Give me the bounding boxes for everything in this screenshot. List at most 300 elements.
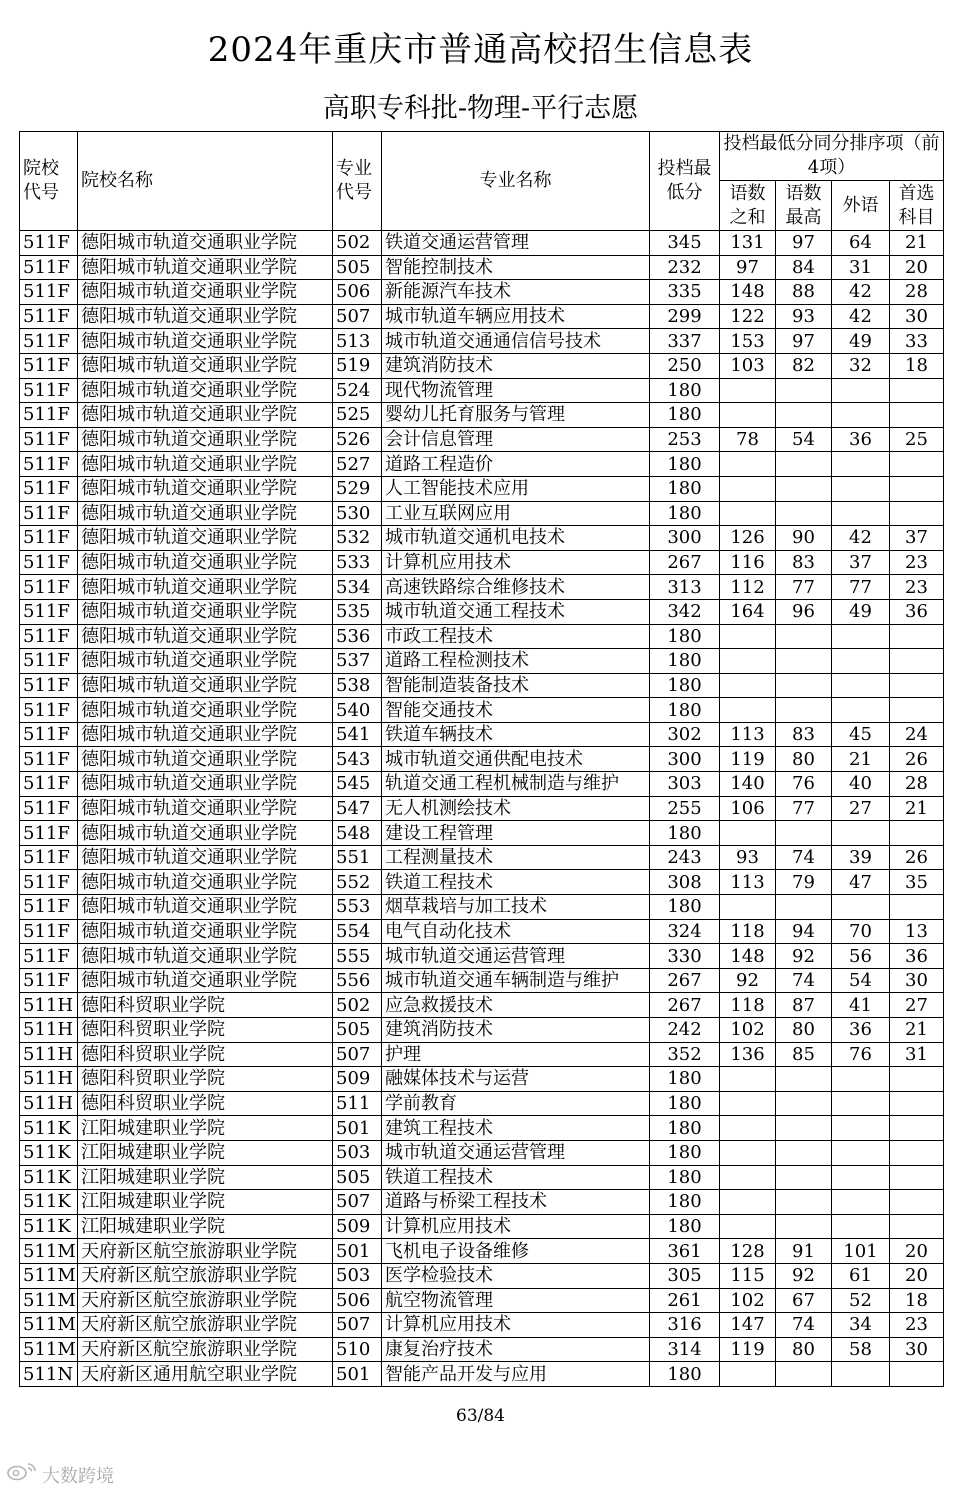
yushu-sum-cell: 93 (720, 845, 776, 870)
major-name-cell: 应急救援技术 (382, 993, 650, 1018)
school-name-cell: 江阳城建职业学院 (78, 1140, 333, 1165)
first-subject-cell (890, 403, 944, 428)
foreign-cell (832, 1116, 890, 1141)
foreign-cell: 42 (832, 526, 890, 551)
yushu-max-cell (776, 1165, 832, 1190)
yushu-sum-cell (720, 1140, 776, 1165)
yushu-max-cell (776, 452, 832, 477)
first-subject-cell (890, 1165, 944, 1190)
school-name-cell: 德阳城市轨道交通职业学院 (78, 649, 333, 674)
yushu-max-cell (776, 1190, 832, 1215)
yushu-max-cell: 77 (776, 796, 832, 821)
table-row (20, 1091, 944, 1116)
min-score-cell: 180 (650, 673, 720, 698)
school-code-cell: 511H (20, 1067, 78, 1092)
yushu-max-cell: 54 (776, 427, 832, 452)
min-score-cell: 180 (650, 1165, 720, 1190)
yushu-max-cell (776, 624, 832, 649)
min-score-cell: 180 (650, 895, 720, 920)
yushu-max-cell (776, 673, 832, 698)
major-code-cell: 505 (333, 1018, 382, 1043)
yushu-max-cell: 87 (776, 993, 832, 1018)
yushu-max-cell (776, 1116, 832, 1141)
yushu-sum-cell: 140 (720, 772, 776, 797)
table-row (20, 1263, 944, 1288)
school-name-cell: 德阳城市轨道交通职业学院 (78, 231, 333, 256)
major-code-cell: 556 (333, 968, 382, 993)
major-code-cell: 501 (333, 1362, 382, 1387)
school-name-cell: 天府新区航空旅游职业学院 (78, 1337, 333, 1362)
school-name-cell: 德阳城市轨道交通职业学院 (78, 304, 333, 329)
table-row (20, 476, 944, 501)
foreign-cell: 21 (832, 747, 890, 772)
school-code-cell: 511K (20, 1214, 78, 1239)
min-score-cell: 180 (650, 1067, 720, 1092)
yushu-max-cell: 91 (776, 1239, 832, 1264)
yushu-sum-cell: 148 (720, 280, 776, 305)
yushu-sum-cell: 126 (720, 526, 776, 551)
first-subject-cell: 18 (890, 1288, 944, 1313)
major-code-cell: 505 (333, 1165, 382, 1190)
school-code-cell: 511F (20, 944, 78, 969)
school-name-cell: 江阳城建职业学院 (78, 1190, 333, 1215)
page-title: 2024年重庆市普通高校招生信息表 (207, 30, 754, 70)
school-code-cell: 511F (20, 649, 78, 674)
school-name-cell: 德阳城市轨道交通职业学院 (78, 845, 333, 870)
major-code-cell: 534 (333, 575, 382, 600)
yushu-sum-cell (720, 501, 776, 526)
major-name-cell: 计算机应用技术 (382, 550, 650, 575)
foreign-cell (832, 403, 890, 428)
major-code-cell: 541 (333, 722, 382, 747)
foreign-cell (832, 698, 890, 723)
yushu-max-cell (776, 501, 832, 526)
foreign-cell: 42 (832, 304, 890, 329)
yushu-max-cell (776, 698, 832, 723)
table-row (20, 1214, 944, 1239)
school-code-cell: 511F (20, 476, 78, 501)
school-code-cell: 511F (20, 575, 78, 600)
major-code-cell: 501 (333, 1239, 382, 1264)
major-name-cell: 市政工程技术 (382, 624, 650, 649)
table-row (20, 1116, 944, 1141)
school-code-cell: 511K (20, 1116, 78, 1141)
yushu-max-cell: 80 (776, 1337, 832, 1362)
table-row (20, 698, 944, 723)
yushu-max-cell: 80 (776, 747, 832, 772)
min-score-cell: 180 (650, 1116, 720, 1141)
school-name-cell: 天府新区航空旅游职业学院 (78, 1263, 333, 1288)
table-row (20, 550, 944, 575)
first-subject-cell: 20 (890, 1263, 944, 1288)
table-row (20, 1288, 944, 1313)
table-row (20, 1239, 944, 1264)
school-name-cell: 天府新区航空旅游职业学院 (78, 1288, 333, 1313)
school-code-cell: 511H (20, 993, 78, 1018)
major-code-cell: 502 (333, 993, 382, 1018)
table-row (20, 870, 944, 895)
major-name-cell: 康复治疗技术 (382, 1337, 650, 1362)
major-name-cell: 铁道车辆技术 (382, 722, 650, 747)
major-code-cell: 507 (333, 304, 382, 329)
school-name-cell: 德阳城市轨道交通职业学院 (78, 599, 333, 624)
first-subject-cell (890, 1091, 944, 1116)
yushu-max-cell (776, 1362, 832, 1387)
yushu-max-cell: 97 (776, 329, 832, 354)
first-subject-cell (890, 1140, 944, 1165)
min-score-cell: 180 (650, 452, 720, 477)
page-number: 63/84 (456, 1406, 505, 1426)
major-code-cell: 530 (333, 501, 382, 526)
foreign-cell: 42 (832, 280, 890, 305)
school-code-cell: 511M (20, 1337, 78, 1362)
major-name-cell: 现代物流管理 (382, 378, 650, 403)
foreign-cell: 70 (832, 919, 890, 944)
major-code-cell: 545 (333, 772, 382, 797)
school-name-cell: 德阳城市轨道交通职业学院 (78, 722, 333, 747)
foreign-cell (832, 1140, 890, 1165)
school-name-cell: 德阳城市轨道交通职业学院 (78, 550, 333, 575)
header-yushu-sum: 语数之和 (720, 181, 776, 231)
first-subject-cell: 23 (890, 550, 944, 575)
min-score-cell: 299 (650, 304, 720, 329)
major-code-cell: 543 (333, 747, 382, 772)
major-name-cell: 城市轨道车辆应用技术 (382, 304, 650, 329)
school-code-cell: 511F (20, 231, 78, 256)
yushu-max-cell (776, 1067, 832, 1092)
school-code-cell: 511F (20, 280, 78, 305)
table-row (20, 575, 944, 600)
yushu-max-cell (776, 378, 832, 403)
foreign-cell: 76 (832, 1042, 890, 1067)
yushu-sum-cell (720, 1067, 776, 1092)
major-name-cell: 城市轨道交通工程技术 (382, 599, 650, 624)
school-code-cell: 511F (20, 526, 78, 551)
major-code-cell: 532 (333, 526, 382, 551)
table-row (20, 1018, 944, 1043)
yushu-sum-cell: 78 (720, 427, 776, 452)
yushu-max-cell (776, 476, 832, 501)
major-code-cell: 510 (333, 1337, 382, 1362)
min-score-cell: 313 (650, 575, 720, 600)
major-code-cell: 538 (333, 673, 382, 698)
foreign-cell: 34 (832, 1313, 890, 1338)
foreign-cell (832, 1067, 890, 1092)
yushu-sum-cell: 136 (720, 1042, 776, 1067)
major-name-cell: 道路工程造价 (382, 452, 650, 477)
school-name-cell: 德阳科贸职业学院 (78, 993, 333, 1018)
first-subject-cell (890, 1214, 944, 1239)
major-name-cell: 计算机应用技术 (382, 1313, 650, 1338)
school-code-cell: 511F (20, 870, 78, 895)
weibo-logo-icon (6, 1460, 40, 1486)
major-name-cell: 烟草栽培与加工技术 (382, 895, 650, 920)
min-score-cell: 180 (650, 821, 720, 846)
header-major-code: 专业代号 (333, 132, 382, 231)
yushu-sum-cell (720, 1165, 776, 1190)
school-name-cell: 德阳城市轨道交通职业学院 (78, 821, 333, 846)
foreign-cell: 61 (832, 1263, 890, 1288)
min-score-cell: 180 (650, 378, 720, 403)
yushu-max-cell (776, 895, 832, 920)
min-score-cell: 180 (650, 649, 720, 674)
major-name-cell: 智能制造装备技术 (382, 673, 650, 698)
first-subject-cell: 21 (890, 796, 944, 821)
yushu-sum-cell (720, 1190, 776, 1215)
table-row (20, 895, 944, 920)
table-row (20, 845, 944, 870)
table-row (20, 1190, 944, 1215)
school-name-cell: 德阳城市轨道交通职业学院 (78, 870, 333, 895)
yushu-sum-cell (720, 624, 776, 649)
foreign-cell: 39 (832, 845, 890, 870)
school-code-cell: 511M (20, 1239, 78, 1264)
school-code-cell: 511H (20, 1018, 78, 1043)
major-name-cell: 城市轨道交通通信信号技术 (382, 329, 650, 354)
header-major-name: 专业名称 (382, 132, 650, 231)
school-name-cell: 德阳城市轨道交通职业学院 (78, 575, 333, 600)
min-score-cell: 255 (650, 796, 720, 821)
yushu-sum-cell: 102 (720, 1018, 776, 1043)
table-row (20, 599, 944, 624)
first-subject-cell (890, 452, 944, 477)
school-code-cell: 511F (20, 550, 78, 575)
school-name-cell: 德阳城市轨道交通职业学院 (78, 403, 333, 428)
first-subject-cell (890, 673, 944, 698)
foreign-cell (832, 821, 890, 846)
first-subject-cell: 26 (890, 747, 944, 772)
min-score-cell: 300 (650, 747, 720, 772)
major-name-cell: 轨道交通工程机械制造与维护 (382, 772, 650, 797)
first-subject-cell: 25 (890, 427, 944, 452)
school-code-cell: 511F (20, 427, 78, 452)
major-name-cell: 无人机测绘技术 (382, 796, 650, 821)
yushu-sum-cell: 164 (720, 599, 776, 624)
table-row (20, 968, 944, 993)
table-row (20, 919, 944, 944)
first-subject-cell: 36 (890, 599, 944, 624)
foreign-cell (832, 895, 890, 920)
major-name-cell: 智能控制技术 (382, 255, 650, 280)
min-score-cell: 303 (650, 772, 720, 797)
watermark-text: 大数跨境 (42, 1466, 114, 1487)
min-score-cell: 361 (650, 1239, 720, 1264)
header-first-subject: 首选科目 (890, 181, 944, 231)
first-subject-cell: 20 (890, 255, 944, 280)
foreign-cell: 45 (832, 722, 890, 747)
yushu-sum-cell: 118 (720, 919, 776, 944)
min-score-cell: 180 (650, 1140, 720, 1165)
yushu-max-cell: 96 (776, 599, 832, 624)
school-name-cell: 德阳城市轨道交通职业学院 (78, 698, 333, 723)
foreign-cell: 77 (832, 575, 890, 600)
school-code-cell: 511F (20, 747, 78, 772)
yushu-max-cell (776, 821, 832, 846)
yushu-max-cell: 82 (776, 353, 832, 378)
admission-table (19, 131, 944, 1387)
foreign-cell (832, 649, 890, 674)
yushu-max-cell: 90 (776, 526, 832, 551)
table-row (20, 1362, 944, 1387)
yushu-sum-cell: 106 (720, 796, 776, 821)
major-name-cell: 会计信息管理 (382, 427, 650, 452)
yushu-sum-cell: 131 (720, 231, 776, 256)
major-name-cell: 智能交通技术 (382, 698, 650, 723)
min-score-cell: 314 (650, 1337, 720, 1362)
major-code-cell: 503 (333, 1140, 382, 1165)
school-code-cell: 511M (20, 1263, 78, 1288)
major-name-cell: 新能源汽车技术 (382, 280, 650, 305)
first-subject-cell (890, 649, 944, 674)
first-subject-cell: 37 (890, 526, 944, 551)
school-code-cell: 511M (20, 1313, 78, 1338)
major-code-cell: 526 (333, 427, 382, 452)
school-code-cell: 511F (20, 353, 78, 378)
school-name-cell: 德阳城市轨道交通职业学院 (78, 476, 333, 501)
major-code-cell: 507 (333, 1042, 382, 1067)
table-row (20, 944, 944, 969)
yushu-max-cell: 93 (776, 304, 832, 329)
major-name-cell: 高速铁路综合维修技术 (382, 575, 650, 600)
yushu-sum-cell: 119 (720, 1337, 776, 1362)
school-code-cell: 511H (20, 1042, 78, 1067)
foreign-cell: 32 (832, 353, 890, 378)
first-subject-cell: 30 (890, 1337, 944, 1362)
min-score-cell: 267 (650, 968, 720, 993)
yushu-sum-cell: 122 (720, 304, 776, 329)
yushu-sum-cell: 113 (720, 722, 776, 747)
school-name-cell: 德阳城市轨道交通职业学院 (78, 526, 333, 551)
foreign-cell: 101 (832, 1239, 890, 1264)
school-code-cell: 511M (20, 1288, 78, 1313)
min-score-cell: 300 (650, 526, 720, 551)
major-code-cell: 547 (333, 796, 382, 821)
yushu-max-cell: 74 (776, 1313, 832, 1338)
major-code-cell: 503 (333, 1263, 382, 1288)
major-name-cell: 建筑工程技术 (382, 1116, 650, 1141)
yushu-sum-cell (720, 649, 776, 674)
yushu-max-cell: 74 (776, 845, 832, 870)
yushu-max-cell (776, 1214, 832, 1239)
school-code-cell: 511F (20, 304, 78, 329)
first-subject-cell (890, 895, 944, 920)
yushu-sum-cell (720, 895, 776, 920)
major-name-cell: 智能产品开发与应用 (382, 1362, 650, 1387)
first-subject-cell: 30 (890, 968, 944, 993)
first-subject-cell (890, 624, 944, 649)
school-code-cell: 511F (20, 919, 78, 944)
yushu-max-cell: 79 (776, 870, 832, 895)
major-name-cell: 建设工程管理 (382, 821, 650, 846)
first-subject-cell: 23 (890, 575, 944, 600)
yushu-max-cell: 67 (776, 1288, 832, 1313)
table-row (20, 821, 944, 846)
major-name-cell: 学前教育 (382, 1091, 650, 1116)
first-subject-cell: 21 (890, 231, 944, 256)
foreign-cell: 49 (832, 599, 890, 624)
school-code-cell: 511K (20, 1165, 78, 1190)
school-code-cell: 511F (20, 403, 78, 428)
yushu-sum-cell (720, 1091, 776, 1116)
major-code-cell: 506 (333, 280, 382, 305)
school-code-cell: 511K (20, 1190, 78, 1215)
foreign-cell: 27 (832, 796, 890, 821)
min-score-cell: 180 (650, 1214, 720, 1239)
first-subject-cell: 20 (890, 1239, 944, 1264)
foreign-cell (832, 624, 890, 649)
major-code-cell: 537 (333, 649, 382, 674)
major-code-cell: 540 (333, 698, 382, 723)
major-name-cell: 护理 (382, 1042, 650, 1067)
table-row (20, 1140, 944, 1165)
first-subject-cell: 27 (890, 993, 944, 1018)
yushu-max-cell: 84 (776, 255, 832, 280)
major-name-cell: 医学检验技术 (382, 1263, 650, 1288)
foreign-cell: 36 (832, 1018, 890, 1043)
table-row (20, 747, 944, 772)
yushu-sum-cell (720, 821, 776, 846)
major-code-cell: 507 (333, 1313, 382, 1338)
major-name-cell: 计算机应用技术 (382, 1214, 650, 1239)
table-row (20, 796, 944, 821)
major-code-cell: 524 (333, 378, 382, 403)
first-subject-cell (890, 501, 944, 526)
table-row (20, 993, 944, 1018)
school-code-cell: 511F (20, 845, 78, 870)
first-subject-cell: 31 (890, 1042, 944, 1067)
yushu-max-cell: 94 (776, 919, 832, 944)
header-yushu-max: 语数最高 (776, 181, 832, 231)
foreign-cell (832, 1362, 890, 1387)
min-score-cell: 337 (650, 329, 720, 354)
header-min-score: 投档最低分 (650, 132, 720, 231)
yushu-max-cell: 92 (776, 944, 832, 969)
yushu-sum-cell: 92 (720, 968, 776, 993)
table-row (20, 1337, 944, 1362)
first-subject-cell: 28 (890, 772, 944, 797)
major-name-cell: 城市轨道交通车辆制造与维护 (382, 968, 650, 993)
foreign-cell (832, 1165, 890, 1190)
foreign-cell: 56 (832, 944, 890, 969)
school-name-cell: 德阳城市轨道交通职业学院 (78, 353, 333, 378)
yushu-max-cell (776, 1140, 832, 1165)
yushu-max-cell: 83 (776, 722, 832, 747)
first-subject-cell (890, 476, 944, 501)
major-code-cell: 555 (333, 944, 382, 969)
school-name-cell: 德阳城市轨道交通职业学院 (78, 329, 333, 354)
table-row (20, 649, 944, 674)
yushu-max-cell (776, 649, 832, 674)
table-row (20, 403, 944, 428)
major-name-cell: 铁道交通运营管理 (382, 231, 650, 256)
min-score-cell: 342 (650, 599, 720, 624)
table-body (20, 231, 944, 1387)
major-name-cell: 城市轨道交通供配电技术 (382, 747, 650, 772)
school-name-cell: 德阳科贸职业学院 (78, 1042, 333, 1067)
yushu-sum-cell (720, 403, 776, 428)
school-name-cell: 天府新区航空旅游职业学院 (78, 1239, 333, 1264)
school-name-cell: 德阳科贸职业学院 (78, 1018, 333, 1043)
major-code-cell: 529 (333, 476, 382, 501)
yushu-sum-cell (720, 452, 776, 477)
first-subject-cell (890, 1362, 944, 1387)
table-row (20, 526, 944, 551)
major-code-cell: 506 (333, 1288, 382, 1313)
major-name-cell: 道路与桥梁工程技术 (382, 1190, 650, 1215)
school-code-cell: 511F (20, 698, 78, 723)
yushu-sum-cell: 147 (720, 1313, 776, 1338)
major-code-cell: 519 (333, 353, 382, 378)
